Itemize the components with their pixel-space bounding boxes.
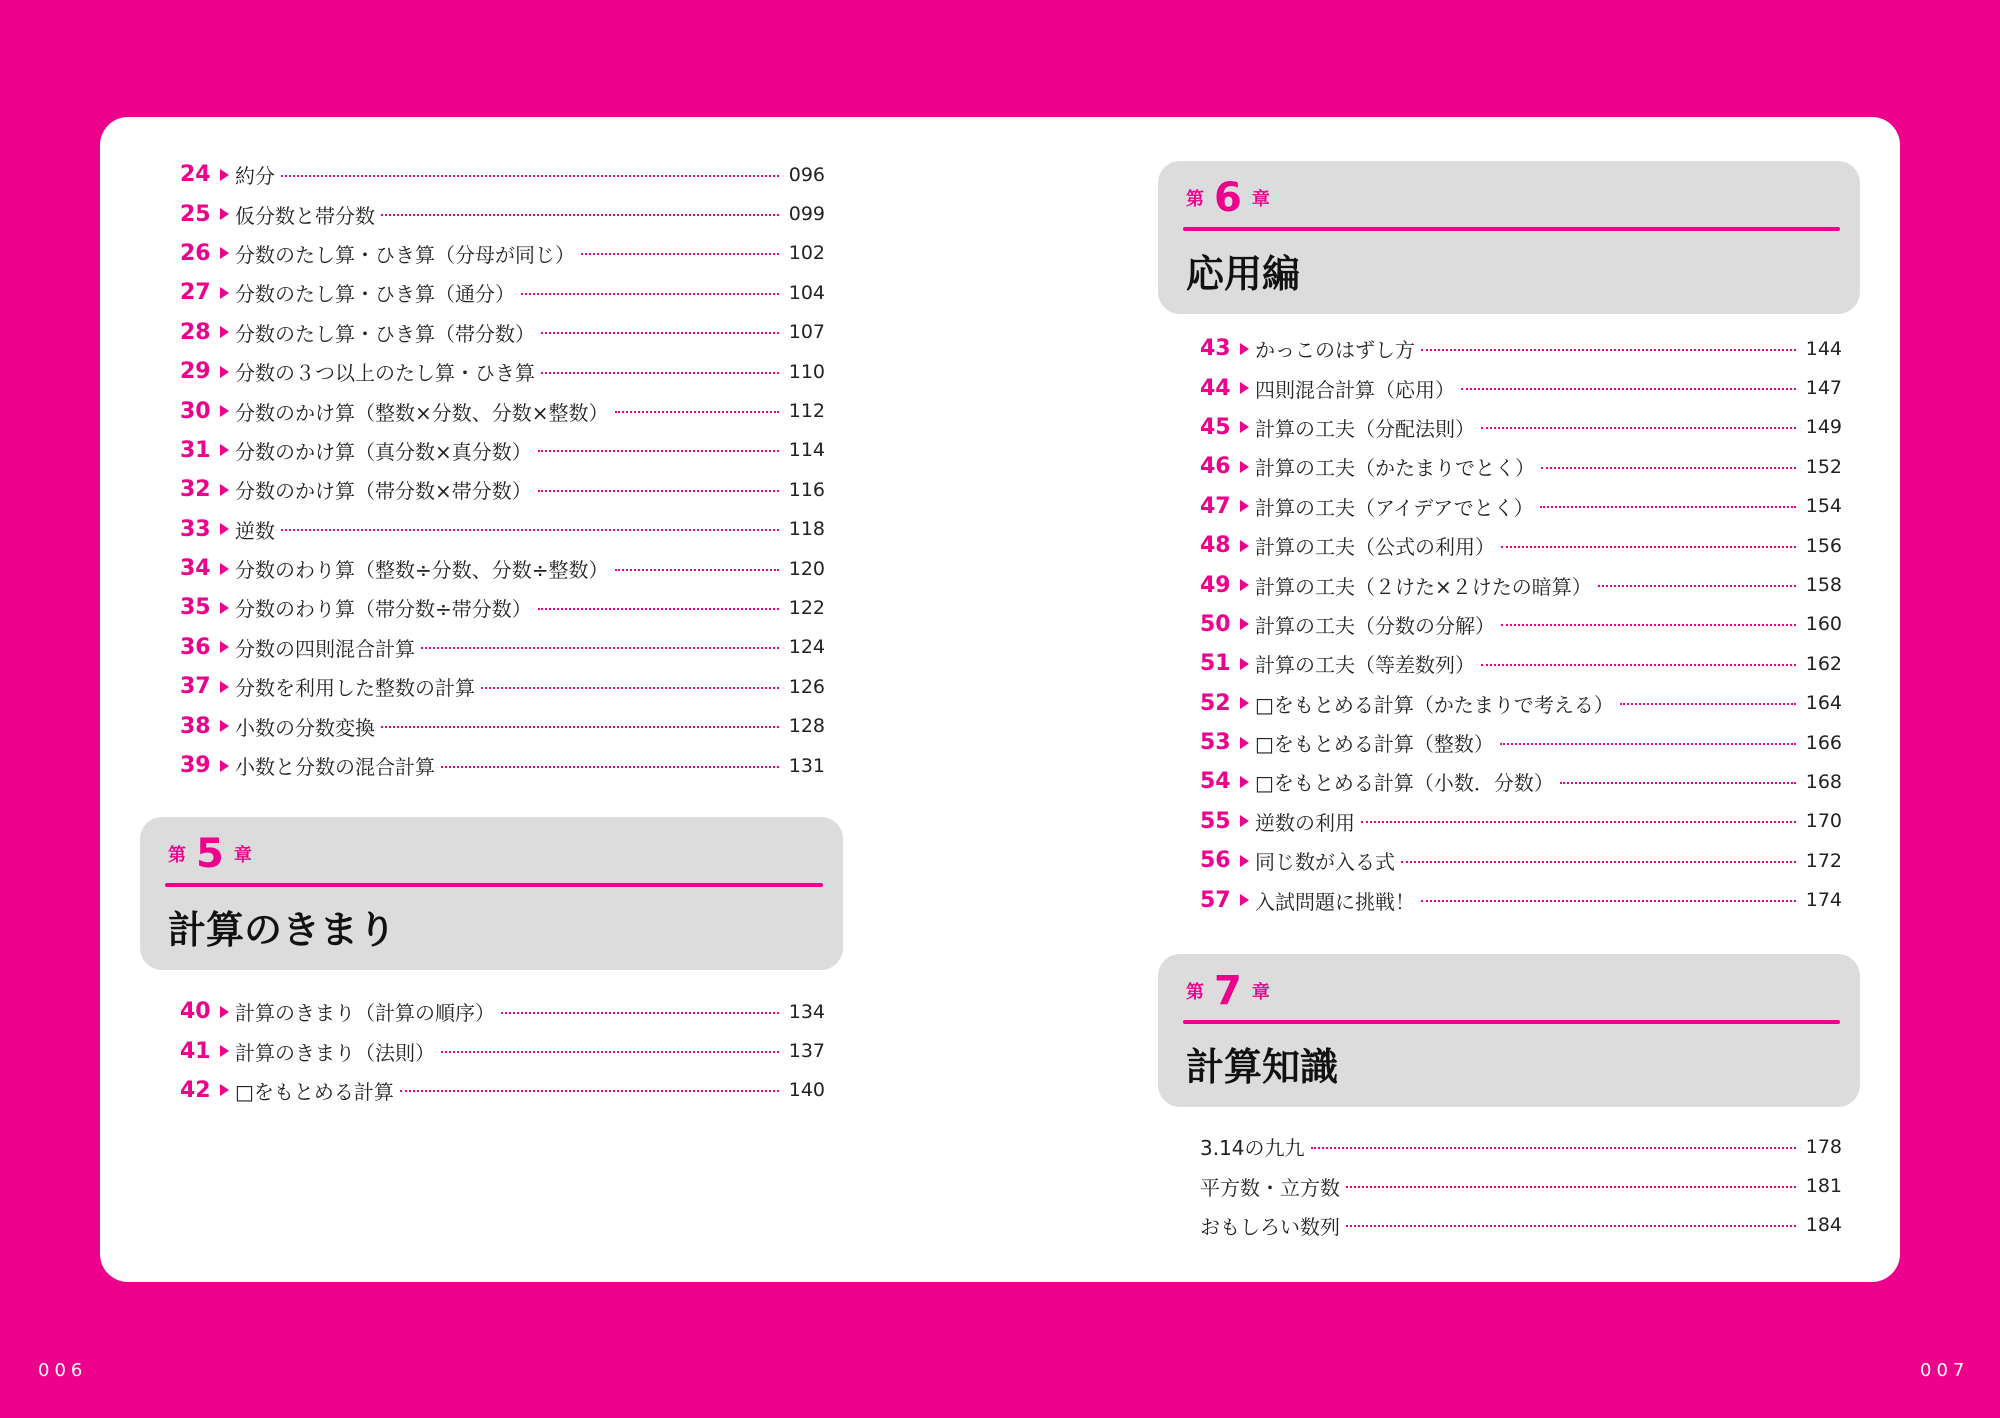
entry-page: 128 <box>788 715 825 738</box>
entry-page: 181 <box>1805 1175 1842 1198</box>
dot-leader <box>615 569 779 571</box>
entry-title: 約分 <box>235 164 275 189</box>
chapter-dai: 第 <box>1186 982 1204 1003</box>
toc-entry <box>1200 1166 1842 1205</box>
triangle-bullet-icon <box>1240 579 1249 591</box>
entry-title: 計算のきまり（計算の順序） <box>235 1001 495 1026</box>
chapter-number: 5 <box>196 831 224 877</box>
entry-number: 49 <box>1200 572 1231 598</box>
entry-number: 53 <box>1200 730 1231 756</box>
toc-list-chapter7 <box>1200 1127 1842 1245</box>
dot-leader <box>1620 703 1796 705</box>
entry-page: 112 <box>788 400 825 423</box>
toc-entry <box>180 549 825 588</box>
chapter-7-header <box>1158 954 1860 1107</box>
entry-page: 114 <box>788 439 825 462</box>
dot-leader <box>1361 821 1796 823</box>
triangle-bullet-icon <box>1240 343 1249 355</box>
entry-number: 52 <box>1200 690 1231 716</box>
triangle-bullet-icon <box>1240 658 1249 670</box>
entry-number: 45 <box>1200 414 1231 440</box>
dot-leader <box>1481 664 1796 666</box>
dot-leader <box>1541 467 1796 469</box>
dot-leader <box>1311 1147 1796 1149</box>
entry-number: 29 <box>180 359 211 385</box>
dot-leader <box>1501 624 1796 626</box>
chapter-rule <box>1183 1020 1840 1024</box>
toc-entry <box>1200 1127 1842 1166</box>
toc-entry <box>1200 408 1842 447</box>
toc-entry <box>1200 368 1842 407</box>
triangle-bullet-icon <box>1240 737 1249 749</box>
toc-entry <box>180 628 825 667</box>
entry-page: 126 <box>788 675 825 698</box>
chapter-title: 計算のきまり <box>168 908 397 952</box>
dot-leader <box>541 372 779 374</box>
entry-page: 162 <box>1805 652 1842 675</box>
entry-page: 160 <box>1805 613 1842 636</box>
entry-number: 44 <box>1200 375 1231 401</box>
entry-title: 計算の工夫（等差数列） <box>1255 653 1475 678</box>
dot-leader <box>521 293 779 295</box>
triangle-bullet-icon <box>220 720 229 732</box>
triangle-bullet-icon <box>1240 618 1249 630</box>
entry-title: 分数の四則混合計算 <box>235 636 415 661</box>
entry-title: 同じ数が入る式 <box>1255 850 1395 875</box>
triangle-bullet-icon <box>1240 855 1249 867</box>
entry-title: 分数のかけ算（帯分数×帯分数） <box>235 479 532 504</box>
toc-entry <box>180 667 825 706</box>
chapter-sho: 章 <box>233 845 252 866</box>
toc-entry <box>180 1031 825 1070</box>
entry-number: 34 <box>180 556 211 582</box>
entry-number: 30 <box>180 398 211 424</box>
entry-page: 131 <box>788 754 825 777</box>
chapter-sho: 章 <box>1251 982 1270 1003</box>
triangle-bullet-icon <box>1240 894 1249 906</box>
toc-entry <box>180 273 825 312</box>
entry-page: 118 <box>788 518 825 541</box>
entry-page: 099 <box>788 203 825 226</box>
chapter-sho: 章 <box>1251 189 1270 210</box>
triangle-bullet-icon <box>220 444 229 456</box>
dot-leader <box>501 1012 779 1014</box>
entry-page: 164 <box>1805 692 1842 715</box>
toc-entry <box>1200 526 1842 565</box>
entry-number: 36 <box>180 634 211 660</box>
entry-title: □をもとめる計算（小数．分数） <box>1255 771 1554 796</box>
toc-entry <box>1200 684 1842 723</box>
entry-title: 分数のわり算（整数÷分数、分数÷整数） <box>235 558 609 583</box>
entry-page: 102 <box>788 242 825 265</box>
entry-page: 166 <box>1805 731 1842 754</box>
toc-entry <box>180 992 825 1031</box>
triangle-bullet-icon <box>1240 776 1249 788</box>
dot-leader <box>400 1090 779 1092</box>
entry-page: 184 <box>1805 1214 1842 1237</box>
triangle-bullet-icon <box>220 760 229 772</box>
page-number-right: 007 <box>1920 1360 1970 1381</box>
entry-title: 計算の工夫（分配法則） <box>1255 416 1475 441</box>
entry-title: おもしろい数列 <box>1200 1214 1340 1239</box>
chapter-label <box>1186 175 1270 221</box>
entry-title: □をもとめる計算 <box>235 1079 394 1104</box>
toc-entry <box>1200 880 1842 919</box>
entry-title: 平方数・立方数 <box>1200 1175 1340 1200</box>
dot-leader <box>1346 1225 1796 1227</box>
dot-leader <box>1461 388 1796 390</box>
entry-title: 逆数 <box>235 518 275 543</box>
dot-leader <box>441 766 779 768</box>
entry-page: 110 <box>788 360 825 383</box>
entry-number: 46 <box>1200 454 1231 480</box>
triangle-bullet-icon <box>1240 815 1249 827</box>
entry-title: 分数のたし算・ひき算（通分） <box>235 282 515 307</box>
dot-leader <box>1598 585 1796 587</box>
chapter-5-header <box>140 817 843 970</box>
chapter-rule <box>1183 227 1840 231</box>
toc-entry <box>1200 447 1842 486</box>
toc-list-chapter4 <box>180 155 825 785</box>
entry-number: 56 <box>1200 848 1231 874</box>
entry-number: 42 <box>180 1077 211 1103</box>
triangle-bullet-icon <box>1240 540 1249 552</box>
entry-page: 156 <box>1805 534 1842 557</box>
triangle-bullet-icon <box>220 681 229 693</box>
triangle-bullet-icon <box>220 523 229 535</box>
triangle-bullet-icon <box>220 326 229 338</box>
entry-page: 149 <box>1805 416 1842 439</box>
entry-title: 分数のかけ算（真分数×真分数） <box>235 439 532 464</box>
entry-page: 122 <box>788 596 825 619</box>
entry-title: 入試問題に挑戦！ <box>1255 889 1415 914</box>
entry-title: 計算の工夫（２けた×２けたの暗算） <box>1255 574 1592 599</box>
dot-leader <box>281 529 779 531</box>
dot-leader <box>1501 546 1796 548</box>
triangle-bullet-icon <box>220 641 229 653</box>
toc-entry <box>180 313 825 352</box>
dot-leader <box>381 726 779 728</box>
triangle-bullet-icon <box>1240 500 1249 512</box>
entry-title: 分数の３つ以上のたし算・ひき算 <box>235 361 535 386</box>
entry-title: 分数のわり算（帯分数÷帯分数） <box>235 597 532 622</box>
dot-leader <box>581 253 779 255</box>
toc-entry <box>1200 762 1842 801</box>
chapter-title: 応用編 <box>1186 252 1301 296</box>
toc-entry <box>180 431 825 470</box>
toc-entry <box>180 352 825 391</box>
toc-entry <box>180 470 825 509</box>
dot-leader <box>1500 743 1796 745</box>
dot-leader <box>441 1051 779 1053</box>
dot-leader <box>1560 782 1796 784</box>
entry-number: 43 <box>1200 336 1231 362</box>
entry-number: 50 <box>1200 611 1231 637</box>
entry-title: 3.14の九九 <box>1200 1136 1305 1161</box>
entry-page: 154 <box>1805 495 1842 518</box>
entry-page: 134 <box>788 1000 825 1023</box>
triangle-bullet-icon <box>220 484 229 496</box>
page-number-left: 006 <box>38 1360 88 1381</box>
entry-title: □をもとめる計算（整数） <box>1255 732 1494 757</box>
toc-entry <box>1200 841 1842 880</box>
triangle-bullet-icon <box>220 1045 229 1057</box>
entry-page: 116 <box>788 478 825 501</box>
chapter-dai: 第 <box>168 845 186 866</box>
dot-leader <box>538 450 779 452</box>
triangle-bullet-icon <box>1240 461 1249 473</box>
entry-page: 120 <box>788 557 825 580</box>
entry-number: 55 <box>1200 808 1231 834</box>
toc-entry <box>180 155 825 194</box>
entry-page: 170 <box>1805 810 1842 833</box>
entry-number: 28 <box>180 319 211 345</box>
entry-page: 152 <box>1805 455 1842 478</box>
chapter-label <box>168 831 252 877</box>
entry-number: 38 <box>180 713 211 739</box>
entry-number: 39 <box>180 753 211 779</box>
entry-title: □をもとめる計算（かたまりで考える） <box>1255 692 1614 717</box>
toc-list-chapter6 <box>1200 329 1842 920</box>
dot-leader <box>481 687 779 689</box>
dot-leader <box>538 608 779 610</box>
entry-page: 174 <box>1805 889 1842 912</box>
entry-page: 140 <box>788 1079 825 1102</box>
entry-title: 計算の工夫（アイデアでとく） <box>1255 495 1534 520</box>
entry-page: 107 <box>788 321 825 344</box>
toc-entry <box>180 391 825 430</box>
triangle-bullet-icon <box>220 208 229 220</box>
dot-leader <box>615 411 779 413</box>
entry-number: 35 <box>180 595 211 621</box>
chapter-rule <box>165 883 823 887</box>
entry-title: 小数の分数変換 <box>235 715 375 740</box>
triangle-bullet-icon <box>220 247 229 259</box>
dot-leader <box>1401 861 1796 863</box>
dot-leader <box>1481 427 1796 429</box>
entry-page: 124 <box>788 636 825 659</box>
entry-number: 25 <box>180 201 211 227</box>
entry-page: 178 <box>1805 1135 1842 1158</box>
entry-page: 147 <box>1805 377 1842 400</box>
triangle-bullet-icon <box>220 1084 229 1096</box>
toc-list-chapter5 <box>180 992 825 1110</box>
entry-number: 41 <box>180 1038 211 1064</box>
toc-entry <box>1200 605 1842 644</box>
dot-leader <box>381 214 779 216</box>
dot-leader <box>1421 900 1796 902</box>
triangle-bullet-icon <box>1240 421 1249 433</box>
chapter-dai: 第 <box>1186 189 1204 210</box>
entry-title: 計算の工夫（かたまりでとく） <box>1255 456 1535 481</box>
entry-number: 47 <box>1200 493 1231 519</box>
triangle-bullet-icon <box>220 405 229 417</box>
dot-leader <box>538 490 779 492</box>
entry-number: 57 <box>1200 887 1231 913</box>
entry-title: 四則混合計算（応用） <box>1255 377 1455 402</box>
toc-entry <box>180 706 825 745</box>
toc-entry <box>180 1071 825 1110</box>
entry-page: 168 <box>1805 770 1842 793</box>
entry-number: 40 <box>180 999 211 1025</box>
entry-page: 096 <box>788 163 825 186</box>
entry-number: 26 <box>180 240 211 266</box>
entry-number: 54 <box>1200 769 1231 795</box>
entry-number: 51 <box>1200 651 1231 677</box>
toc-entry <box>180 234 825 273</box>
dot-leader <box>281 175 779 177</box>
entry-number: 37 <box>180 674 211 700</box>
toc-entry <box>1200 1206 1842 1245</box>
chapter-label <box>1186 968 1270 1014</box>
entry-page: 172 <box>1805 849 1842 872</box>
chapter-6-header <box>1158 161 1860 314</box>
entry-title: かっこのはずし方 <box>1255 338 1415 363</box>
entry-title: 分数のたし算・ひき算（分母が同じ） <box>235 242 575 267</box>
triangle-bullet-icon <box>1240 382 1249 394</box>
toc-entry <box>180 746 825 785</box>
toc-entry <box>1200 565 1842 604</box>
entry-page: 144 <box>1805 337 1842 360</box>
triangle-bullet-icon <box>220 563 229 575</box>
dot-leader <box>1540 506 1796 508</box>
toc-entry <box>1200 723 1842 762</box>
triangle-bullet-icon <box>220 169 229 181</box>
entry-title: 分数のかけ算（整数×分数、分数×整数） <box>235 400 609 425</box>
dot-leader <box>421 647 779 649</box>
entry-title: 分数を利用した整数の計算 <box>235 676 475 701</box>
entry-title: 逆数の利用 <box>1255 810 1355 835</box>
toc-entry <box>180 194 825 233</box>
dot-leader <box>1421 349 1796 351</box>
chapter-number: 7 <box>1214 968 1242 1014</box>
triangle-bullet-icon <box>220 1006 229 1018</box>
entry-number: 24 <box>180 162 211 188</box>
entry-title: 小数と分数の混合計算 <box>235 755 435 780</box>
toc-entry <box>1200 802 1842 841</box>
chapter-number: 6 <box>1214 175 1242 221</box>
toc-entry <box>1200 487 1842 526</box>
entry-title: 仮分数と帯分数 <box>235 203 375 228</box>
triangle-bullet-icon <box>220 602 229 614</box>
entry-number: 27 <box>180 280 211 306</box>
dot-leader <box>1346 1186 1796 1188</box>
entry-title: 計算の工夫（分数の分解） <box>1255 613 1495 638</box>
dot-leader <box>541 332 779 334</box>
entry-title: 計算の工夫（公式の利用） <box>1255 535 1495 560</box>
toc-entry <box>180 588 825 627</box>
entry-number: 32 <box>180 477 211 503</box>
entry-page: 104 <box>788 281 825 304</box>
entry-page: 137 <box>788 1040 825 1063</box>
entry-title: 計算のきまり（法則） <box>235 1040 435 1065</box>
toc-entry <box>1200 329 1842 368</box>
toc-entry <box>1200 644 1842 683</box>
entry-number: 48 <box>1200 533 1231 559</box>
entry-number: 33 <box>180 516 211 542</box>
triangle-bullet-icon <box>1240 697 1249 709</box>
toc-entry <box>180 510 825 549</box>
entry-page: 158 <box>1805 574 1842 597</box>
triangle-bullet-icon <box>220 287 229 299</box>
entry-number: 31 <box>180 437 211 463</box>
entry-title: 分数のたし算・ひき算（帯分数） <box>235 321 535 346</box>
chapter-title: 計算知識 <box>1186 1045 1339 1089</box>
triangle-bullet-icon <box>220 366 229 378</box>
